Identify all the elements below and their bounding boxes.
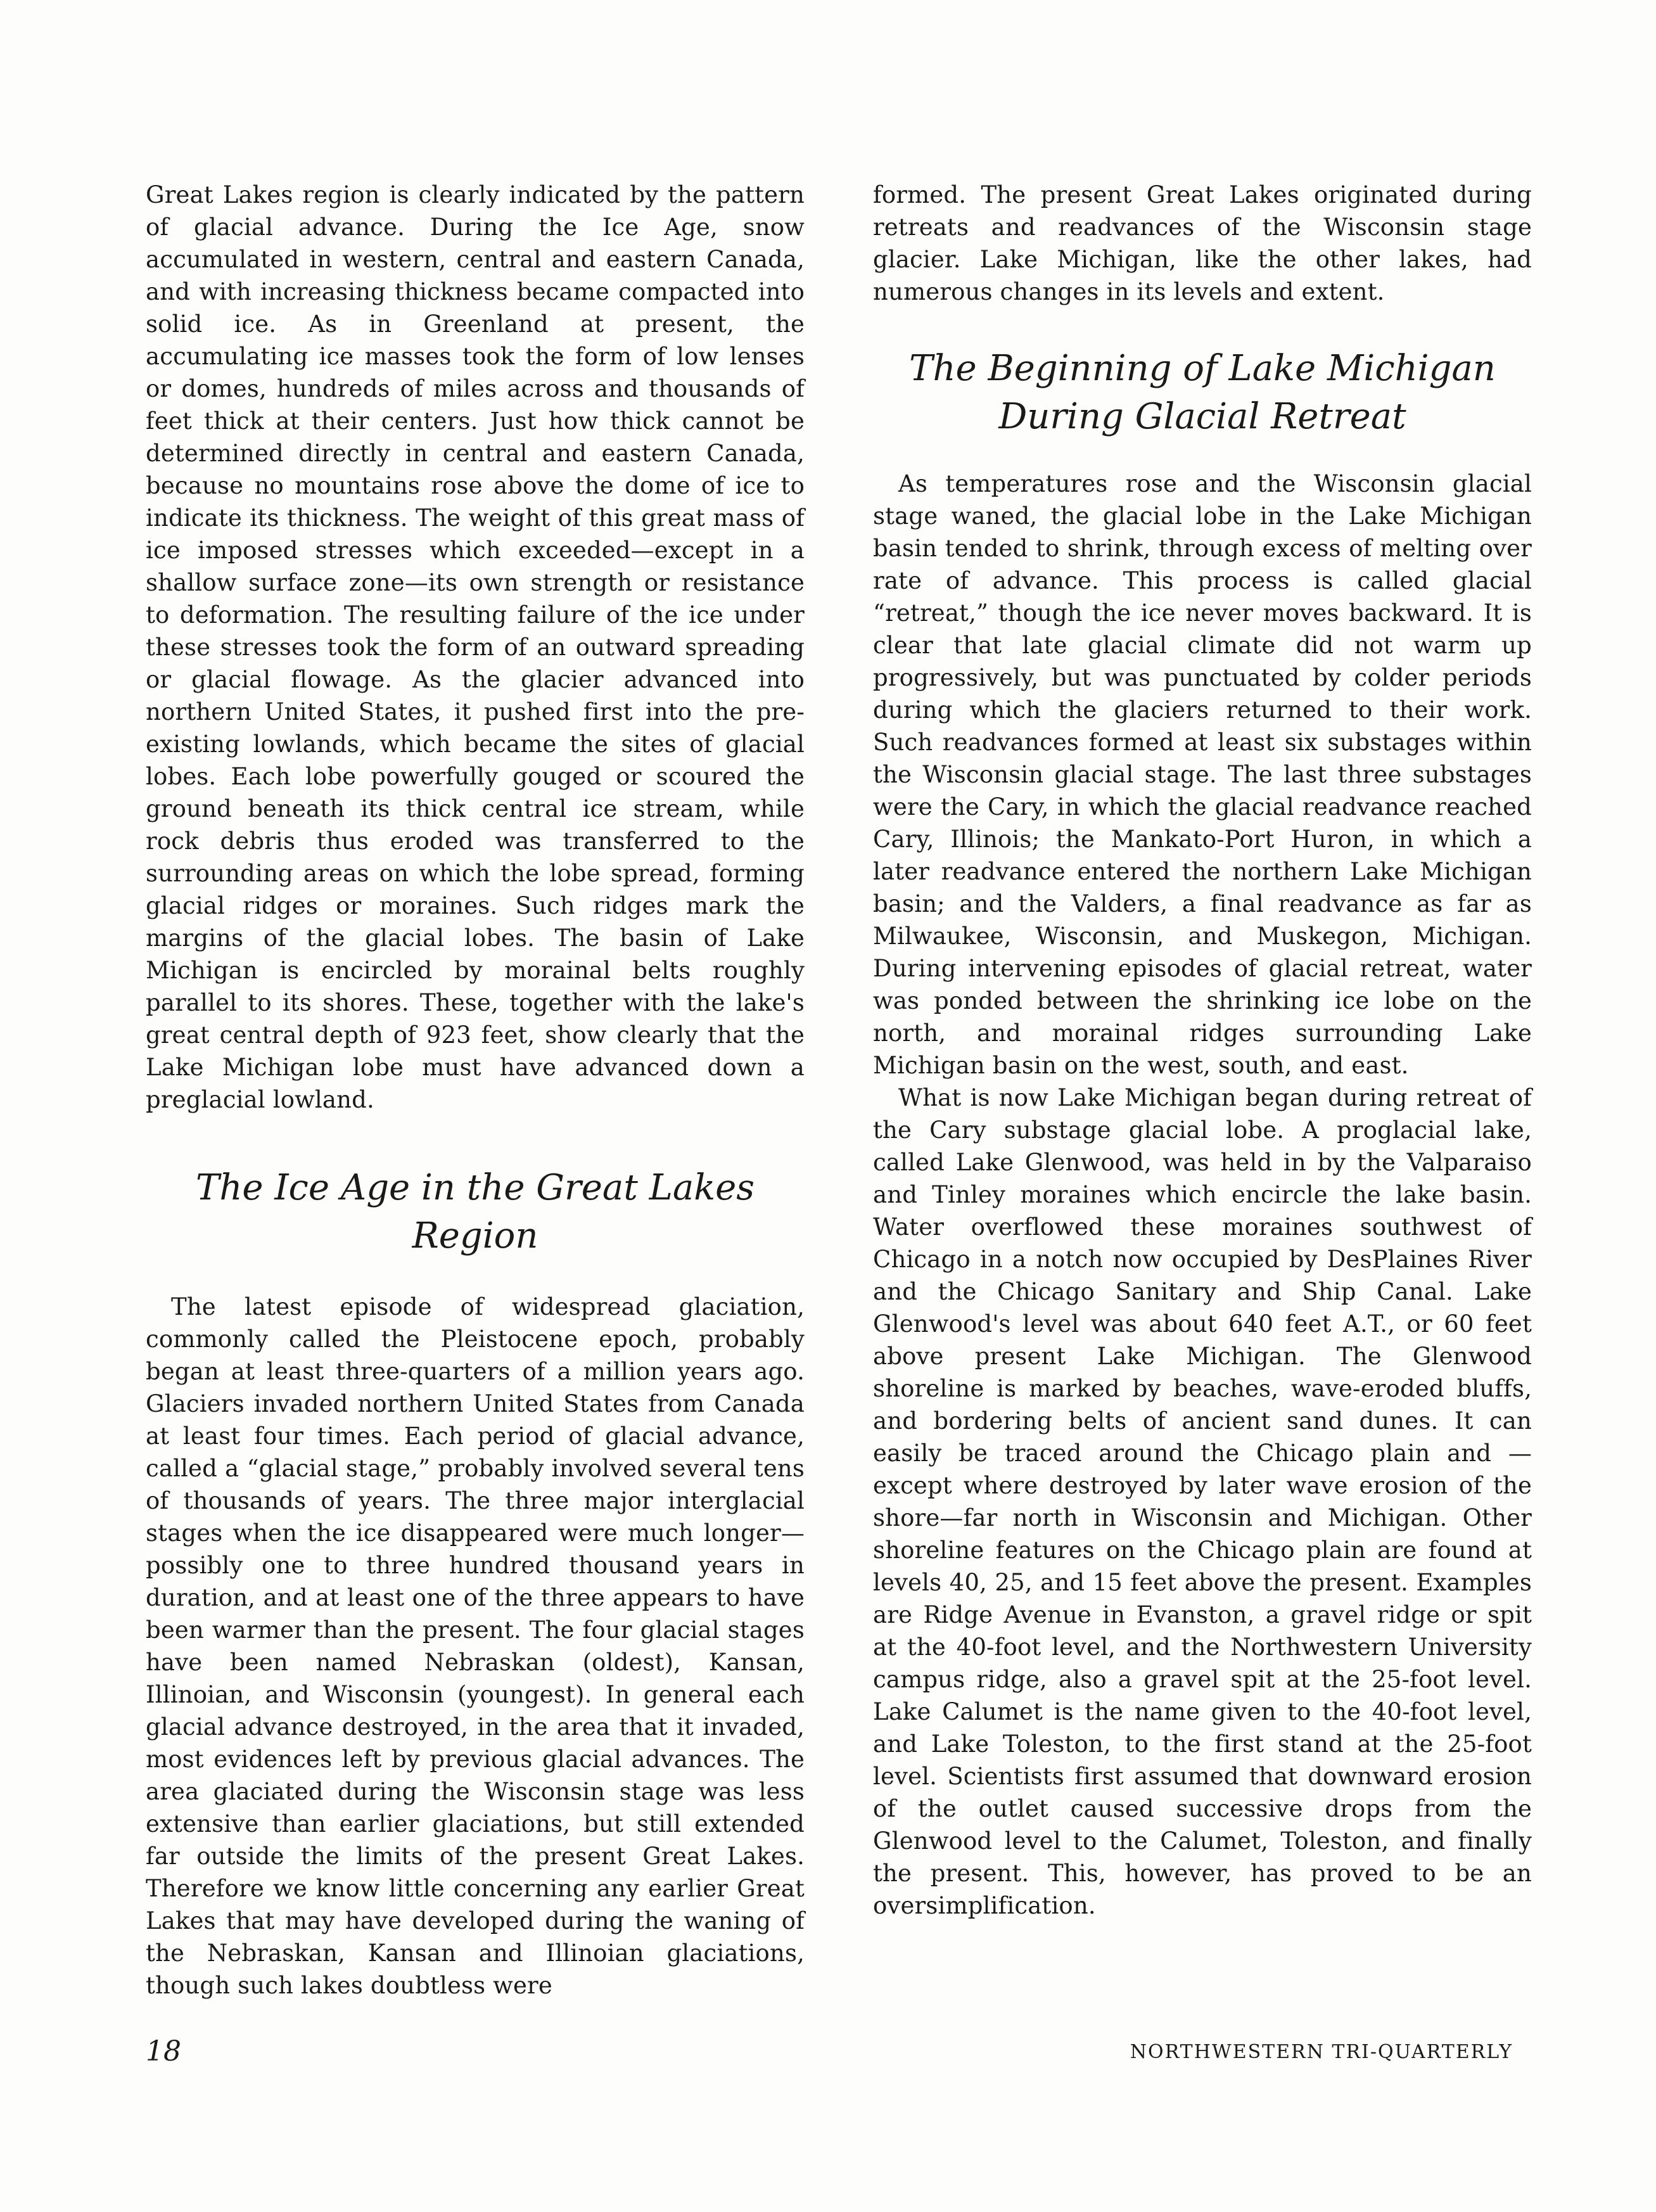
- left-paragraph-2: The latest episode of widespread glaciation, commonly called the Pleistocene epoch, probably began at least three-quarters of a million years ago. Glaciers invaded northern United States from Canada at least four times. Each period of glacial advance, called a “glacial stage,” probably involved several tens of thousands of years. The three major interglacial stages when the ice disappeared were much longer—possibly one to three hundred thousand years in duration, and at least one of the three appears to have been warmer than the present. The four glacial stages have been named Nebraskan (oldest), Kansan, Illinoian, and Wisconsin (youngest). In general each glacial advance destroyed, in the area that it invaded, most evidences left by previous glacial advances. The area glaciated during the Wisconsin stage was less extensive than earlier glaciations, but still extended far outside the limits of the present Great Lakes. Therefore we know little concerning any earlier Great Lakes that may have developed during the waning of the Nebraskan, Kansan and Illinoian glaciations, though such lakes doubtless were: [146, 1293, 805, 1999]
- left-column: [146, 179, 805, 2002]
- page-number: 18: [146, 2035, 181, 2068]
- right-column: [873, 179, 1532, 1922]
- section-heading-beginning: [873, 345, 1532, 441]
- left-paragraph-1: Great Lakes region is clearly indicated by the pattern of glacial advance. During the Ice Age, snow accumulated in western, central and eastern Canada, and with increasing thickness became compacted into solid ice. As in Greenland at present, the accumulating ice masses took the form of low lenses or domes, hundreds of miles across and thousands of feet thick at their centers. Just how thick cannot be determined directly in central and eastern Canada, because no mountains rose above the dome of ice to indicate its thickness. The weight of this great mass of ice imposed stresses which exceeded—except in a shallow surface zone—its own strength or resistance to deformation. The resulting failure of the ice under these stresses took the form of an outward spreading or glacial flowage. As the glacier advanced into northern United States, it pushed first into the pre-existing lowlands, which became the sites of glacial lobes. Each lobe powerfully gouged or scoured the ground beneath its thick central ice stream, while rock debris thus eroded was transferred to the surrounding areas on which the lobe spread, forming glacial ridges or moraines. Such ridges mark the margins of the glacial lobes. The basin of Lake Michigan is encircled by morainal belts roughly parallel to its shores. These, together with the lake's great central depth of 923 feet, show clearly that the Lake Michigan lobe must have advanced down a preglacial lowland.: [146, 181, 805, 1113]
- section-heading-beginning-line-2: During Glacial Retreat: [998, 396, 1406, 437]
- right-paragraph-1: formed. The present Great Lakes originated during retreats and readvances of the Wisconsin stage glacier. Lake Michigan, like the other lakes, had numerous changes in its levels and extent.: [873, 181, 1532, 305]
- section-heading-beginning-line-1: The Beginning of Lake Michigan: [909, 348, 1496, 389]
- section-heading-ice-age: The Ice Age in the Great Lakes Region: [195, 1167, 755, 1256]
- journal-title: NORTHWESTERN TRI-QUARTERLY: [1130, 2041, 1513, 2063]
- right-paragraph-2: As temperatures rose and the Wisconsin glacial stage waned, the glacial lobe in the Lake Michigan basin tended to shrink, through excess of melting over rate of advance. This process is called glacial “retreat,” though the ice never moves backward. It is clear that late glacial climate did not warm up progressively, but was punctuated by colder periods during which the glaciers returned to their work. Such readvances formed at least six substages within the Wisconsin glacial stage. The last three substages were the Cary, in which the glacial readvance reached Cary, Illinois; the Mankato-Port Huron, in which a later readvance entered the northern Lake Michigan basin; and the Valders, a final readvance as far as Milwaukee, Wisconsin, and Muskegon, Michigan. During intervening episodes of glacial retreat, water was ponded between the shrinking ice lobe on the north, and morainal ridges surrounding Lake Michigan basin on the west, south, and east.: [873, 470, 1532, 1079]
- right-paragraph-3: What is now Lake Michigan began during retreat of the Cary substage glacial lobe. A proglacial lake, called Lake Glenwood, was held in by the Valparaiso and Tinley moraines which encircle the lake basin. Water overflowed these moraines southwest of Chicago in a notch now occupied by DesPlaines River and the Chicago Sanitary and Ship Canal. Lake Glenwood's level was about 640 feet A.T., or 60 feet above present Lake Michigan. The Glenwood shoreline is marked by beaches, wave-eroded bluffs, and bordering belts of ancient sand dunes. It can easily be traced around the Chicago plain and —except where destroyed by later wave erosion of the shore—far north in Wisconsin and Michigan. Other shoreline features on the Chicago plain are found at levels 40, 25, and 15 feet above the present. Examples are Ridge Avenue in Evanston, a gravel ridge or spit at the 40-foot level, and the Northwestern University campus ridge, also a gravel spit at the 25-foot level. Lake Calumet is the name given to the 40-foot level, and Lake Toleston, to the first stand at the 25-foot level. Scientists first assumed that downward erosion of the outlet caused successive drops from the Glenwood level to the Calumet, Toleston, and finally the present. This, however, has proved to be an oversimplification.: [873, 1084, 1532, 1919]
